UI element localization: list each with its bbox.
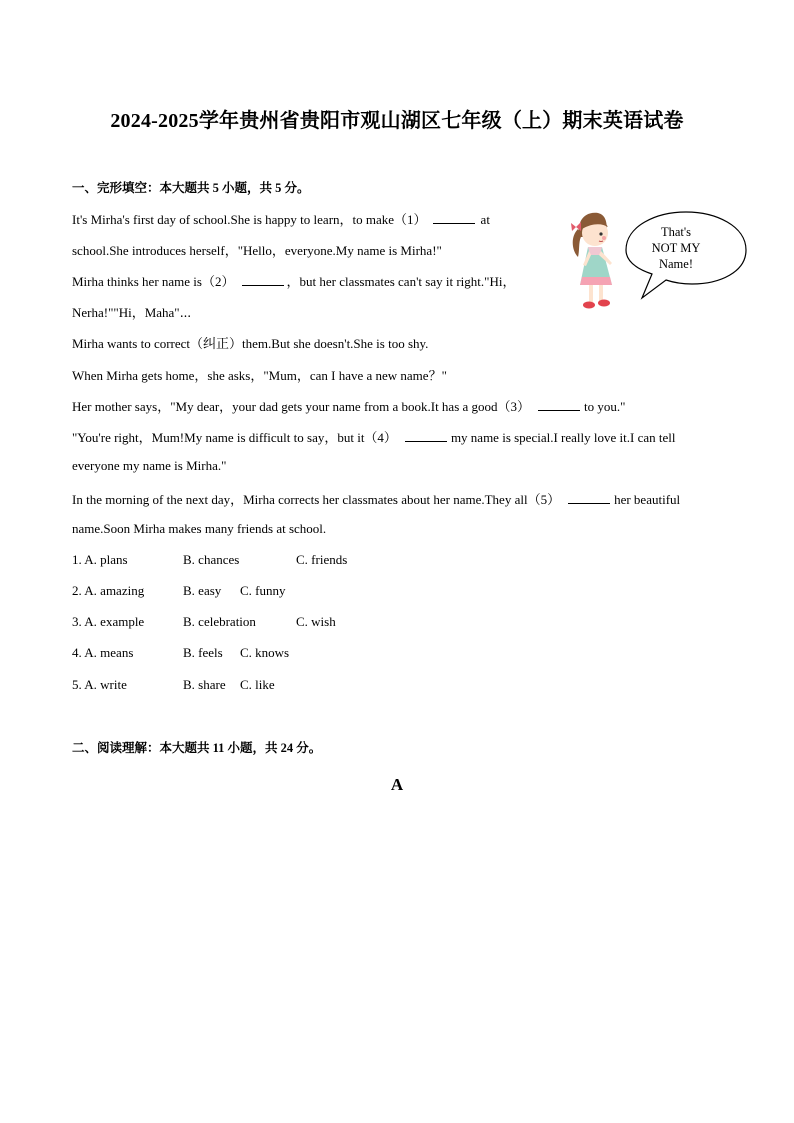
option-3c: C. wish: [296, 614, 336, 629]
option-5c: C. like: [240, 677, 275, 692]
bubble-line: Name!: [658, 257, 693, 271]
passage-text: Mirha thinks her name is（2）: [72, 274, 235, 289]
passage-line-6: When Mirha gets home，she asks，"Mum，can I have a new name？": [72, 368, 447, 383]
passage-text: to you.": [584, 399, 626, 414]
option-1a: 1. A. plans: [72, 552, 128, 567]
passage-text: ，but her classmates can't say it right."Hi，: [286, 274, 516, 289]
passage-line-11: name.Soon Mirha makes many friends at school.: [72, 521, 327, 536]
section-2-heading: 二、阅读理解：本大题共 11 小题，共 24 分。: [72, 741, 322, 755]
passage-line-1: [72, 209, 490, 228]
passage-text: my name is special.I really love it.I can tell: [450, 430, 676, 445]
passage-line-5: Mirha wants to correct（纠正）them.But she doesn't.She is too shy.: [72, 336, 429, 351]
passage-text: In the morning of the next day，Mirha corrects her classmates about her name.They all（5）: [72, 492, 561, 507]
passage-text: at: [480, 212, 490, 227]
option-4b: B. feels: [183, 645, 223, 660]
option-2c: C. funny: [240, 583, 286, 598]
passage-line-10: [72, 489, 680, 508]
bubble-line: NOT MY: [651, 241, 701, 255]
passage-line-2: school.She introduces herself，"Hello，everyone.My name is Mirha!": [72, 243, 442, 258]
passage-line-9: everyone my name is Mirha.": [72, 458, 227, 473]
option-3b: B. celebration: [183, 614, 256, 629]
passage-line-8: [72, 427, 675, 446]
passage-text: It's Mirha's first day of school.She is happy to learn，to make（1）: [72, 212, 427, 227]
option-1b: B. chances: [183, 552, 240, 567]
blank-5: [568, 492, 610, 504]
passage-text: Her mother says，"My dear，your dad gets your name from a book.It has a good（3）: [72, 399, 531, 414]
option-2a: 2. A. amazing: [72, 583, 145, 598]
blank-1: [433, 212, 475, 224]
speech-bubble-text: [634, 224, 718, 272]
page-title: 2024-2025学年贵州省贵阳市观山湖区七年级（上）期末英语试卷: [110, 110, 684, 132]
option-4a: 4. A. means: [72, 645, 134, 660]
option-5b: B. share: [183, 677, 226, 692]
option-1c: C. friends: [296, 552, 348, 567]
passage-text: "You're right，Mum!My name is difficult to say，but it（4）: [72, 430, 397, 445]
part-label: A: [390, 775, 404, 794]
option-5a: 5. A. write: [72, 677, 127, 692]
passage-line-3: [72, 271, 515, 290]
blank-2: [242, 274, 284, 286]
blank-4: [405, 430, 447, 442]
bubble-line: That's: [660, 225, 692, 239]
passage-text: her beautiful: [614, 492, 681, 507]
section-1-heading: 一、完形填空：本大题共 5 小题，共 5 分。: [72, 181, 310, 195]
passage-line-7: [72, 396, 625, 415]
blank-3: [538, 399, 580, 411]
option-3a: 3. A. example: [72, 614, 145, 629]
option-2b: B. easy: [183, 583, 222, 598]
option-4c: C. knows: [240, 645, 290, 660]
passage-line-4: Nerha!""Hi，Maha"⋯: [72, 305, 192, 320]
